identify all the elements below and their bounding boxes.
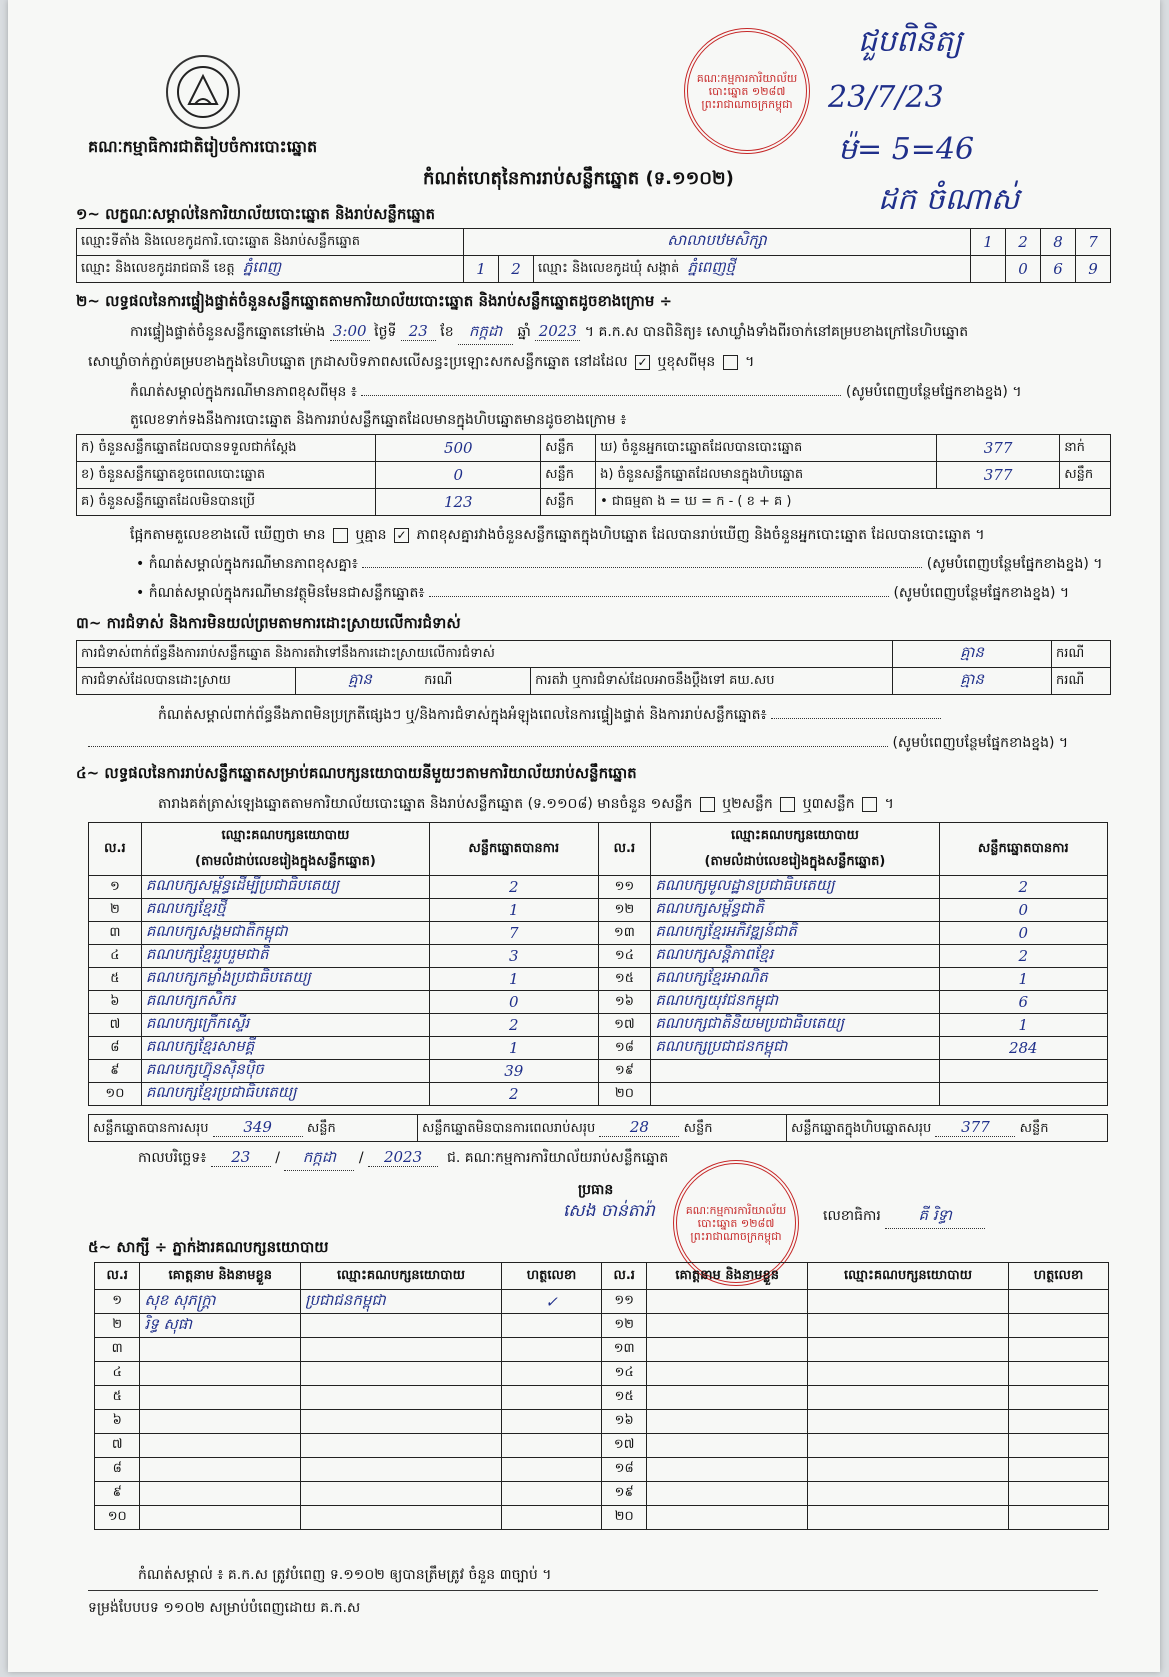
witness-party [807,1410,1008,1434]
unused-label: គ) ចំនួនសន្លឹកឆ្នោតដែលមិនបានប្រើ [77,489,376,516]
witness-no: ៦ [95,1410,140,1434]
result-no: ៣ [89,922,142,945]
province-value: ភ្នំពេញ [242,258,281,276]
witness-no: ១ [95,1290,140,1314]
count-date-line: កាលបរិច្ឆេទ៖ 23 / កក្កដា / 2023 ជ. គណៈកម្មការការិយាល័យរាប់សន្លឹកឆ្នោត [138,1148,668,1171]
witness-signature [501,1362,601,1386]
witness-table [94,1262,1109,1530]
count-date-day: 23 [211,1148,271,1167]
province-label: ឈ្មោះ និងលេខកូដរាជធានី ខេត្ត ភ្នំពេញ [77,256,464,283]
witness-no: ១៧ [601,1434,646,1458]
comparison-line: ផ្អែកតាមតួលេខខាងលើ ឃើញថា មាន ឬគ្មាន ✓ ភាពខុសគ្នារវាងចំនួនសន្លឹកឆ្នោតក្នុងហិបឆ្នោត ដែលបានរាប់ឃើញ និងចំនួនអ្នកបោះឆ្នោត ដែលបានបោះឆ្នោត ។ [130,527,985,543]
witness-name [647,1458,808,1482]
witness-row [95,1362,1109,1386]
result-party: គណបក្សខ្មែរប្រជាធិបតេយ្យ [141,1083,429,1106]
result-votes: 2 [430,876,598,899]
witness-col-name-right: គោត្តនាម និងនាមខ្លួន [647,1263,808,1290]
total-valid: សន្លឹកឆ្នោតបានការសរុប 349 សន្លឹក [89,1115,418,1142]
complaints-table: ការជំទាស់ពាក់ព័ន្ធនឹងការរាប់សន្លឹកឆ្នោត និងការតវ៉ាទៅនឹងការដោះស្រាយលើការជំទាស់ គ្មាន ករណី ការជំទាស់ដែលបានដោះស្រាយ គ្មាន ករណី ការតវ៉ា ឬការជំទាស់ដែលអាចនឹងប្តឹងទៅ គឃ.សប គ្មាន ករណី [76,640,1111,695]
witness-signature [501,1410,601,1434]
witness-party [301,1386,502,1410]
results-row [89,1083,1108,1106]
verify-time: 3:00 [330,322,370,341]
result-no: ១៦ [598,991,651,1014]
formula-note: • ជាធម្មតា ង = ឃ = ក - ( ខ + គ ) [596,489,1111,516]
voters-label: ឃ) ចំនួនអ្នកបោះឆ្នោតដែលបានបោះឆ្នោត [596,435,937,462]
witness-signature [1008,1434,1108,1458]
witness-row [95,1506,1109,1530]
witness-signature [501,1482,601,1506]
result-party: គណបក្សខ្មែរថ្មី [141,899,429,922]
form-title: កំណត់ហេតុនៃការរាប់សន្លឹកឆ្នោត (ទ.១១០២) [423,168,734,189]
section4-title: ៤~ លទ្ធផលនៃការរាប់សន្លឹកឆ្នោតសម្រាប់គណបក្សនយោបាយនីមួយៗតាមការិយាល័យរាប់សន្លឹកឆ្នោត [76,764,637,782]
nec-logo [166,55,240,129]
result-votes: 0 [939,899,1107,922]
appeal-value: គ្មាន [893,668,1052,695]
results-col-no-left: ល.រ [89,823,142,876]
result-votes: 2 [939,876,1107,899]
result-votes: 1 [939,1014,1107,1037]
count-date-month: កក្កដា [284,1148,354,1171]
province-code-2: 2 [499,256,534,283]
witness-name [647,1386,808,1410]
witness-signature [501,1458,601,1482]
results-row [89,945,1108,968]
witness-no: ១៤ [601,1362,646,1386]
secretary-name: គី រិទ្ធា [885,1206,985,1229]
location-code-4: 7 [1076,229,1111,256]
result-votes: 2 [430,1083,598,1106]
result-votes [939,1083,1107,1106]
result-no: ១៥ [598,968,651,991]
tally-sheet-line: តារាងគត់ត្រាស់ឡេងឆ្នោតតាមការិយាល័យបោះឆ្នោត និងរាប់សន្លឹកឆ្នោត (ទ.១១០៨) មានចំនួន ១សន្លឹក ឬ២សន្លឹក ឬ៣សន្លឹក ។ [158,796,894,812]
result-party: គណបក្សក្រើកស្ទើរ [141,1014,429,1037]
witness-name [647,1482,808,1506]
witness-no: ១៥ [601,1386,646,1410]
result-party: គណបក្សកសិករ [141,991,429,1014]
count-date-year: 2023 [368,1148,438,1167]
result-no: ៩ [89,1060,142,1083]
has-difference-checkbox[interactable] [333,528,348,543]
handwritten-note-1: ជួបពិនិត្យ [858,24,963,59]
witness-no: ១១ [601,1290,646,1314]
witness-party [301,1314,502,1338]
witness-no: ១០ [95,1506,140,1530]
witness-signature [1008,1410,1108,1434]
witness-signature [501,1506,601,1530]
location-code-3: 8 [1041,229,1076,256]
witness-body [95,1290,1109,1530]
received-value: 500 [376,435,541,462]
seal-check-line: សោឃ្លាំចាក់ភ្ជាប់គម្របខាងក្នុងនៃហិបឆ្នោត ក្រដាសបិទភាពសលើសន្ធះប្រឡោះសកសន្លឹកឆ្នោត នៅដដែល ✓ ឬខុសពីមុន ។ [88,354,755,370]
witness-name [647,1362,808,1386]
ballot-count-form [8,0,1160,1672]
result-no: ១៩ [598,1060,651,1083]
irregularity-note: កំណត់សម្គាល់ពាក់ព័ន្ធនឹងភាពមិនប្រក្រតីផ្សេងៗ ឬ/និងការជំទាស់ក្នុងអំឡុងពេលនៃការផ្ទៀងផ្ទាត់ និងការរាប់សន្លឹកឆ្នោត៖ [158,705,941,726]
results-row [89,876,1108,899]
witness-signature [501,1434,601,1458]
witness-signature [501,1314,601,1338]
witness-signature [1008,1386,1108,1410]
result-party: គណបក្សមូលដ្ឋានប្រជាធិបតេយ្យ [651,876,939,899]
handwritten-note-2: 23/7/23 [828,80,944,115]
voters-value: 377 [936,435,1059,462]
difference-note: • កំណត់សម្គាល់ក្នុងករណីមានភាពខុសគ្នា៖ (សូមបំពេញបន្ថែមផ្នែកខាងខ្នង) ។ [136,556,1103,572]
result-party: គណបក្សយុវជនកម្ពុជា [651,991,939,1014]
witness-signature [1008,1458,1108,1482]
result-no: ៦ [89,991,142,1014]
witness-row [95,1482,1109,1506]
witness-no: ៩ [95,1482,140,1506]
witness-name [647,1506,808,1530]
result-no: ១៣ [598,922,651,945]
witness-signature [501,1338,601,1362]
result-no: ៧ [89,1014,142,1037]
witness-party [807,1314,1008,1338]
results-col-no-right: ល.រ [598,823,651,876]
witness-party [807,1290,1008,1314]
in-box-label: ង) ចំនួនសន្លឹកឆ្នោតដែលមានក្នុងហិបឆ្នោត [596,462,937,489]
witness-name: សុខ សុភក្រ្តា [140,1290,301,1314]
witness-signature [1008,1314,1108,1338]
section5-title: ៥~ សាក្សី ÷ ភ្នាក់ងារគណបក្សនយោបាយ [88,1238,329,1256]
witness-name [647,1290,808,1314]
witness-name [647,1410,808,1434]
result-votes: 1 [430,899,598,922]
results-row [89,991,1108,1014]
witness-name [140,1362,301,1386]
witness-col-no-right: ល.រ [601,1263,646,1290]
witness-row [95,1338,1109,1362]
section1-table [76,228,1111,283]
witness-no: ២ [95,1314,140,1338]
unchanged-checkbox[interactable]: ✓ [635,355,650,370]
witness-name [140,1458,301,1482]
witness-party [807,1458,1008,1482]
witness-name [140,1506,301,1530]
total-invalid-value: 28 [599,1118,679,1137]
witness-name: រិទ្ធ សុផា [140,1314,301,1338]
result-votes: 3 [430,945,598,968]
results-row [89,1014,1108,1037]
complaint-label: ការជំទាស់ពាក់ព័ន្ធនឹងការរាប់សន្លឹកឆ្នោត និងការតវ៉ាទៅនឹងការដោះស្រាយលើការជំទាស់ [77,641,893,668]
commune-value: ភ្នំពេញថ្មី [687,258,736,276]
official-stamp-top [684,28,810,154]
three-sheets-checkbox[interactable] [862,797,877,812]
total-in-box-value: 377 [935,1118,1015,1137]
section1-title: ១~ លក្ខណៈសម្គាល់នៃការិយាល័យបោះឆ្នោត និងរាប់សន្លឹកឆ្នោត [76,205,436,223]
location-label: ឈ្មោះទីតាំង និងលេខកូដការិ.បោះឆ្នោត និងរាប់សន្លឹកឆ្នោត [77,229,464,256]
one-sheet-checkbox[interactable] [700,797,715,812]
result-no: ១១ [598,876,651,899]
result-party [651,1060,939,1083]
footer-divider [88,1590,1098,1591]
result-party: គណបក្សជាតិនិយមប្រជាធិបតេយ្យ [651,1014,939,1037]
location-code-1: 1 [971,229,1006,256]
commune-code-2: 6 [1041,256,1076,283]
figures-table: ក) ចំនួនសន្លឹកឆ្នោតដែលបានទទួលជាក់ស្តែង 500 សន្លឹក ឃ) ចំនួនអ្នកបោះឆ្នោតដែលបានបោះឆ្នោត 377 នាក់ ខ) ចំនួនសន្លឹកឆ្នោតខូចពេលបោះឆ្នោត 0 សន្លឹក ង) ចំនួនសន្លឹកឆ្នោតដែលមានក្នុងហិបឆ្នោត 377 សន្លឹក គ) ចំនួនសន្លឹកឆ្នោតដែលមិនបានប្រើ 123 សន្លឹក • ជាធម្មតា ង = ឃ = ក - ( ខ + គ ) [76,434,1111,516]
total-invalid: សន្លឹកឆ្នោតមិនបានការពេលរាប់សរុប 28 សន្លឹក [418,1115,787,1142]
result-no: ១៧ [598,1014,651,1037]
witness-no: ១៦ [601,1410,646,1434]
results-table: ល.រ ឈ្មោះគណបក្សនយោបាយ សន្លឹកឆ្នោតបានការ ល.រ ឈ្មោះគណបក្សនយោបាយ សន្លឹកឆ្នោតបានការ (តាមលំដាប់លេខរៀងក្នុងសន្លឹកឆ្នោត) (តាមលំដាប់លេខរៀងក្នុងសន្លឹកឆ្នោត) ១ គណបក្សសម្ព័ន្ធដើម្បីប្រជាធិបតេយ្យ 2 ១១ គណបក្សមូលដ្ឋានប្រជាធិបតេយ្យ 2 ២ គណបក្សខ្មែរថ្មី 1 ១២ គណបក្សសម្ព័ន្ធជាតិ 0 ៣ គណបក្សសង្គមជាតិកម្ពុជា 7 ១៣ គណបក្សខ្មែរអភិវឌ្ឍន៍ជាតិ 0 ៤ គណបក្សខ្មែររួបរួមជាតិ 3 ១៤ គណបក្សសន្តិភាពខ្មែរ 2 ៥ គណបក្សកម្លាំងប្រជាធិបតេយ្យ 1 ១៥ គណបក្សខ្មែរអាណិត 1 ៦ គណបក្សកសិករ 0 ១៦ គណបក្សយុវជនកម្ពុជា 6 ៧ គណបក្សក្រើកស្ទើរ 2 ១៧ គណបក្សជាតិនិយមប្រជាធិបតេយ្យ 1 ៨ គណបក្សខ្មែរសាមគ្គី 1 ១៨ គណបក្សប្រជាជនកម្ពុជា 284 ៩ គណបក្សហ៊្វុនស៊ិនប៉ិច 39 ១៩ ១០ គណបក្សខ្មែរប្រជាធិបតេយ្យ 2 ២០ [88,822,1108,1106]
result-votes: 7 [430,922,598,945]
chair-label: ប្រធាន [578,1182,614,1198]
result-party: គណបក្សខ្មែរសាមគ្គី [141,1037,429,1060]
result-votes: 0 [939,922,1107,945]
witness-no: ១២ [601,1314,646,1338]
witness-name [647,1314,808,1338]
result-party: គណបក្សសម្ព័ន្ធជាតិ [651,899,939,922]
handwritten-note-4: ដក ចំណាស់ [878,182,1020,217]
result-party: គណបក្សកម្លាំងប្រជាធិបតេយ្យ [141,968,429,991]
witness-no: ៧ [95,1434,140,1458]
witness-row [95,1386,1109,1410]
result-votes: 0 [430,991,598,1014]
witness-no: ៤ [95,1362,140,1386]
result-no: ៤ [89,945,142,968]
results-col-votes-right: សន្លឹកឆ្នោតបានការ [939,823,1107,876]
section3-title: ៣~ ការជំទាស់ និងការមិនយល់ព្រមតាមការដោះស្រាយលើការជំទាស់ [76,614,461,632]
verify-day: 23 [401,322,436,341]
result-party: គណបក្សសម្ព័ន្ធដើម្បីប្រជាធិបតេយ្យ [141,876,429,899]
verify-year: 2023 [535,322,580,341]
province-code-1: 1 [464,256,499,283]
result-party: គណបក្សហ៊្វុនស៊ិនប៉ិច [141,1060,429,1083]
resolved-label: ការជំទាស់ដែលបានដោះស្រាយ [77,668,296,695]
result-votes: 1 [939,968,1107,991]
commune-code-3: 9 [1076,256,1111,283]
footnote: កំណត់សម្គាល់ ៖ គ.ក.ស ត្រូវបំពេញ ទ.១១០២ ឲ្យបានត្រឹមត្រូវ ចំនួន ៣ច្បាប់ ។ [138,1567,552,1583]
witness-row [95,1410,1109,1434]
changed-checkbox[interactable] [723,355,738,370]
result-votes: 1 [430,968,598,991]
total-in-box: សន្លឹកឆ្នោតក្នុងហិបឆ្នោតសរុប 377 សន្លឹក [787,1115,1108,1142]
witness-name [140,1434,301,1458]
result-party: គណបក្សខ្មែររួបរួមជាតិ [141,945,429,968]
result-party: គណបក្សប្រជាជនកម្ពុជា [651,1037,939,1060]
handwritten-note-3: ម៉= 5=46 [838,132,975,167]
result-votes [939,1060,1107,1083]
totals-table [88,1114,1108,1142]
result-votes: 1 [430,1037,598,1060]
result-party: គណបក្សខ្មែរអាណិត [651,968,939,991]
witness-party [807,1362,1008,1386]
witness-party [807,1482,1008,1506]
witness-row [95,1290,1109,1314]
result-votes: 2 [430,1014,598,1037]
spoiled-value: 0 [376,462,541,489]
location-value: សាលាបឋមសិក្សា [464,229,971,256]
witness-party [807,1338,1008,1362]
witness-row [95,1434,1109,1458]
witness-name [647,1434,808,1458]
witness-party [301,1482,502,1506]
section2-title: ២~ លទ្ធផលនៃការផ្ទៀងផ្ទាត់ចំនួនសន្លឹកឆ្នោតតាមការិយាល័យបោះឆ្នោត និងរាប់សន្លឹកឆ្នោតដូចខាងក្រោម ÷ [76,292,673,310]
results-col-party-right: ឈ្មោះគណបក្សនយោបាយ [651,823,939,850]
appeal-label: ការតវ៉ា ឬការជំទាស់ដែលអាចនឹងប្តឹងទៅ គឃ.សប [531,668,893,695]
witness-no: ១៩ [601,1482,646,1506]
location-code-2: 2 [1006,229,1041,256]
results-row [89,1037,1108,1060]
witness-name [647,1338,808,1362]
result-votes: 39 [430,1060,598,1083]
witness-col-party-right: ឈ្មោះគណបក្សនយោបាយ [807,1263,1008,1290]
figures-intro: តួលេខទាក់ទងនឹងការបោះឆ្នោត និងការរាប់សន្លឹកឆ្នោតដែលមានក្នុងហិបឆ្នោតមានដូចខាងក្រោម ៖ [130,412,627,428]
received-label: ក) ចំនួនសន្លឹកឆ្នោតដែលបានទទួលជាក់ស្តែង [77,435,376,462]
witness-signature [501,1386,601,1410]
irregularity-note-line2: (សូមបំពេញបន្ថែមផ្នែកខាងខ្នង) ។ [88,733,1068,754]
witness-signature [1008,1290,1108,1314]
result-party: គណបក្សសន្តិភាពខ្មែរ [651,945,939,968]
result-no: ៥ [89,968,142,991]
witness-name [140,1338,301,1362]
witness-signature: ✓ [501,1290,601,1314]
result-no: ៨ [89,1037,142,1060]
witness-signature [1008,1506,1108,1530]
witness-party [807,1434,1008,1458]
result-party: គណបក្សខ្មែរអភិវឌ្ឍន៍ជាតិ [651,922,939,945]
witness-party [807,1386,1008,1410]
result-no: ២០ [598,1083,651,1106]
foreign-object-note: • កំណត់សម្គាល់ក្នុងករណីមានវត្ថុមិនមែនជាសន្លឹកឆ្នោត៖ (សូមបំពេញបន្ថែមផ្នែកខាងខ្នង) ។ [136,585,1070,601]
stamp-text-bottom: គណៈកម្មការការិយាល័យបោះឆ្នោត ១២៨៧ ព្រះរាជាណាចក្រកម្ពុជា [685,1203,787,1243]
result-no: ១៨ [598,1037,651,1060]
result-votes: 6 [939,991,1107,1014]
witness-party [301,1410,502,1434]
witness-no: ២០ [601,1506,646,1530]
spoiled-label: ខ) ចំនួនសន្លឹកឆ្នោតខូចពេលបោះឆ្នោត [77,462,376,489]
result-party [651,1083,939,1106]
in-box-value: 377 [936,462,1059,489]
stamp-text-top: គណៈកម្មការការិយាល័យបោះឆ្នោត ១២៨៧ ព្រះរាជាណាចក្រកម្ពុជា [696,71,798,111]
results-row [89,968,1108,991]
results-body [89,876,1108,1106]
witness-no: ៥ [95,1386,140,1410]
witness-col-sign-right: ហត្ថលេខា [1008,1263,1108,1290]
verify-month: កក្កដា [458,322,513,345]
witness-col-name-left: គោត្តនាម និងនាមខ្លួន [140,1263,301,1290]
witness-col-party-left: ឈ្មោះគណបក្សនយោបាយ [301,1263,502,1290]
witness-party [301,1362,502,1386]
witness-party [301,1506,502,1530]
witness-signature [1008,1362,1108,1386]
results-row [89,922,1108,945]
witness-col-no-left: ល.រ [95,1263,140,1290]
no-difference-checkbox[interactable]: ✓ [394,528,409,543]
results-col-votes-left: សន្លឹកឆ្នោតបានការ [430,823,598,876]
result-votes: 2 [939,945,1107,968]
results-row [89,899,1108,922]
difference-note-line: កំណត់សម្គាល់ក្នុងករណីមានភាពខុសពីមុន ៖ (សូមបំពេញបន្ថែមផ្នែកខាងខ្នង) ។ [130,384,1022,400]
witness-party [807,1506,1008,1530]
witness-signature [1008,1338,1108,1362]
witness-name [140,1386,301,1410]
witness-party [301,1434,502,1458]
commission-name: គណៈកម្មាធិការជាតិរៀបចំការបោះឆ្នោត [88,137,318,156]
complaint-value: គ្មាន [893,641,1052,668]
nec-emblem-icon [175,64,231,120]
verification-line: ការផ្ទៀងផ្ទាត់ចំនួនសន្លឹកឆ្នោតនៅម៉ោង 3:00 ថ្ងៃទី 23 ខែ កក្កដា ឆ្នាំ 2023 ។ គ.ក.ស បានពិនិត្យ៖ សោឃ្លាំងទាំងពីរចាក់នៅគម្របខាងក្រៅនៃហិបឆ្នោត [130,322,968,345]
result-no: ២ [89,899,142,922]
commune-label: ឈ្មោះ និងលេខកូដឃុំ សង្កាត់ ភ្នំពេញថ្មី [534,256,971,283]
witness-no: ៨ [95,1458,140,1482]
witness-row [95,1314,1109,1338]
witness-col-sign-left: ហត្ថលេខា [501,1263,601,1290]
witness-row [95,1458,1109,1482]
result-votes: 284 [939,1037,1107,1060]
witness-signature [1008,1482,1108,1506]
two-sheets-checkbox[interactable] [780,797,795,812]
witness-name [140,1482,301,1506]
result-no: ១២ [598,899,651,922]
chair-name: សេង ចាន់តារ៉ា [563,1201,655,1221]
result-party: គណបក្សសង្គមជាតិកម្ពុជា [141,922,429,945]
result-no: ១០ [89,1083,142,1106]
result-no: ១៤ [598,945,651,968]
witness-party: ប្រជាជនកម្ពុជា [301,1290,502,1314]
witness-no: ១៣ [601,1338,646,1362]
witness-name [140,1410,301,1434]
results-row [89,1060,1108,1083]
form-code: ទម្រង់បែបបទ ១១០២ សម្រាប់បំពេញដោយ គ.ក.ស [88,1600,361,1616]
secretary-line: លេខាធិការ គី រិទ្ធា [823,1206,985,1229]
total-valid-value: 349 [213,1118,303,1137]
results-col-party-left: ឈ្មោះគណបក្សនយោបាយ [141,823,429,850]
witness-no: ១៨ [601,1458,646,1482]
commune-code-1: 0 [1006,256,1041,283]
result-no: ១ [89,876,142,899]
witness-party [301,1458,502,1482]
unused-value: 123 [376,489,541,516]
witness-no: ៣ [95,1338,140,1362]
witness-party [301,1338,502,1362]
resolved-value: គ្មាន [348,670,372,688]
